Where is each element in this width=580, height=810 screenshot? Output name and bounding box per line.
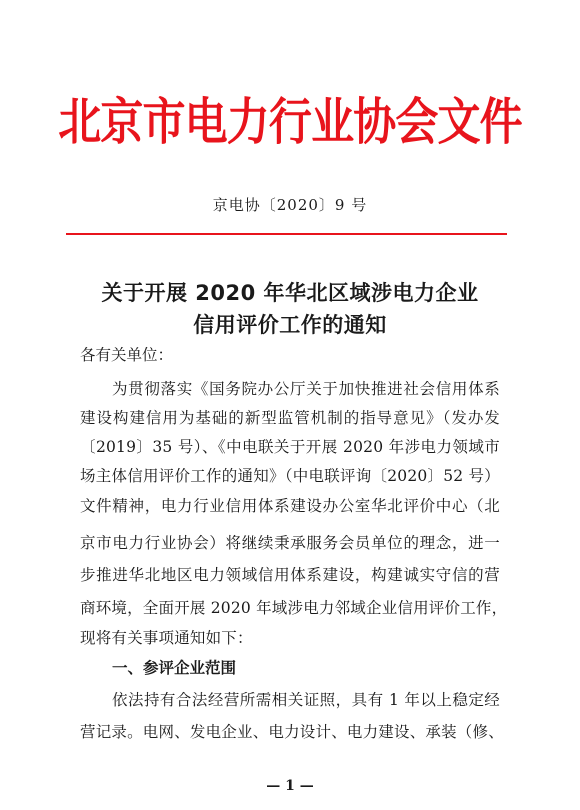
notice-title-line-1: 关于开展 2020 年华北区域涉电力企业 <box>101 281 479 305</box>
header-divider <box>66 233 507 235</box>
notice-title-line-2: 信用评价工作的通知 <box>193 313 387 337</box>
body-line: 商环境，全面开展 2020 年域涉电力邻域企业信用评价工作， <box>80 599 508 617</box>
body-line: 场主体信用评价工作的通知》（中电联评询〔2020〕52 号） <box>80 467 500 485</box>
body-line: 京市电力行业协会）将继续秉承服务会员单位的理念，进一 <box>80 534 500 552</box>
section-line: 营记录。电网、发电企业、电力设计、电力建设、承装（修、 <box>80 723 504 741</box>
body-line: 文件精神，电力行业信用体系建设办公室华北评价中心（北 <box>80 497 500 515</box>
body-line: 建设构建信用为基础的新型监管机制的指导意见》（发办发 <box>80 409 500 427</box>
page-number: — 1 — <box>266 778 314 794</box>
document-header-title: 北京市电力行业协会文件 <box>58 93 522 151</box>
section-line: 依法持有合法经营所需相关证照，具有 1 年以上稳定经 <box>112 691 500 709</box>
body-line: 为贯彻落实《国务院办公厅关于加快推进社会信用体系 <box>112 380 500 398</box>
body-line: 现将有关事项通知如下： <box>80 629 253 647</box>
salutation: 各有关单位： <box>80 346 174 364</box>
body-line: 〔2019〕35 号）、《中电联关于开展 2020 年涉电力领域市 <box>80 438 500 456</box>
document-number: 京电协〔2020〕9 号 <box>212 196 368 214</box>
body-line: 步推进华北地区电力领域信用体系建设，构建诚实守信的营 <box>80 566 500 584</box>
section-heading: 一、参评企业范围 <box>112 659 237 677</box>
